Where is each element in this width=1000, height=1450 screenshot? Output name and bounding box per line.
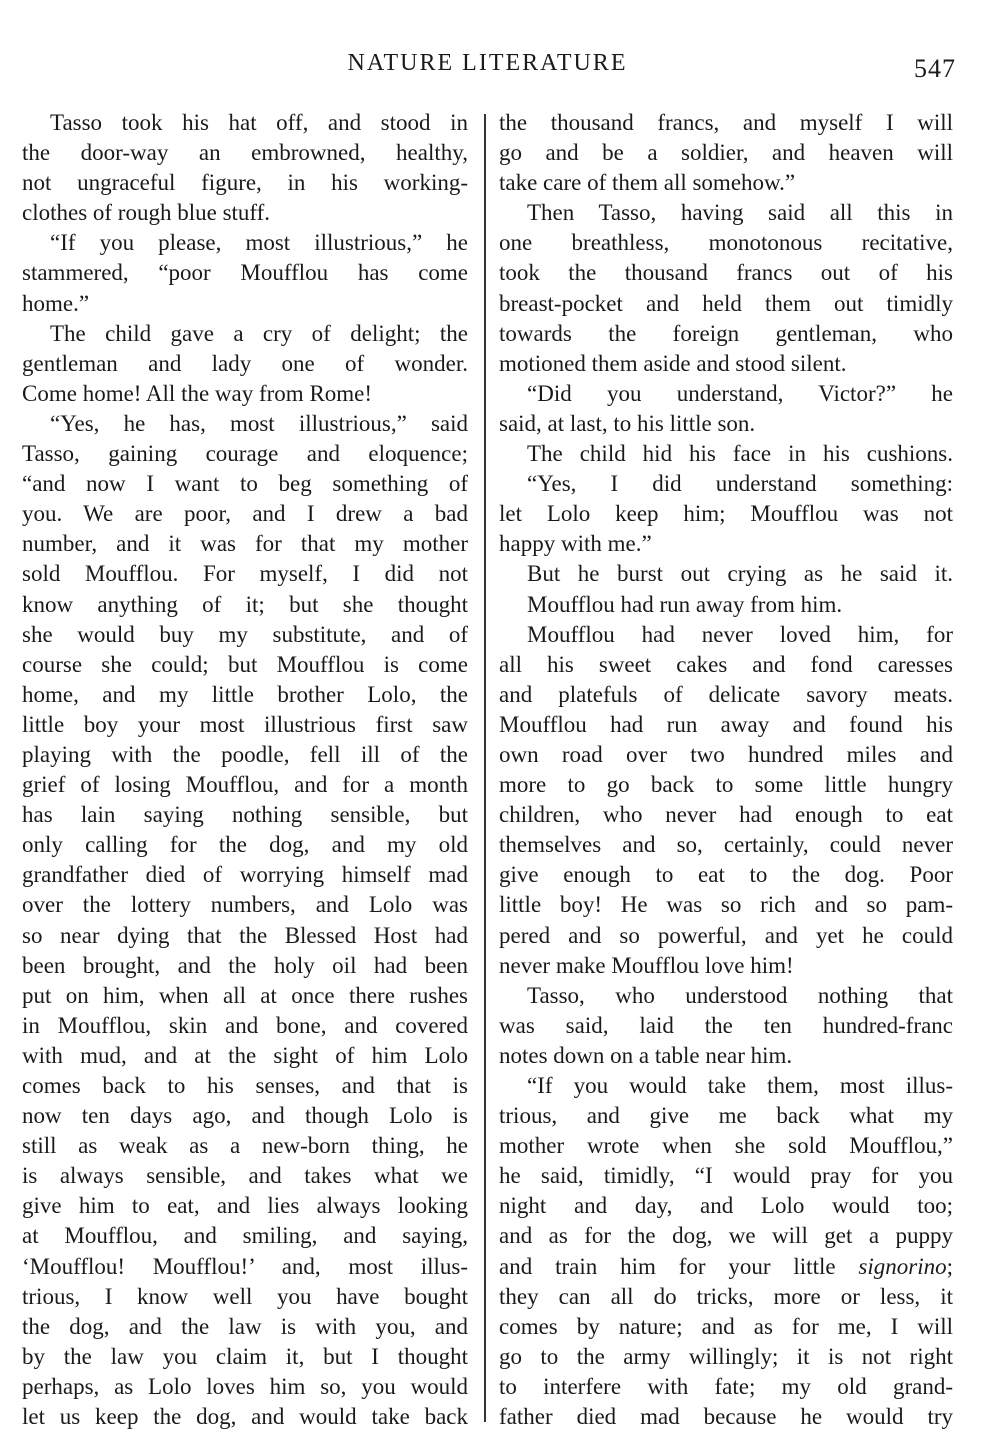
text-line: But he burst out crying as he said it.: [527, 561, 953, 587]
text-line: gentleman and lady one of wonder.: [22, 350, 468, 376]
text-line: by the law you claim it, but I thought: [22, 1343, 468, 1369]
text-line: Tasso took his hat off, and stood in: [50, 110, 468, 135]
text-line: “Yes, I did understand something:: [527, 471, 953, 497]
text-line: playing with the poodle, fell ill of the: [22, 741, 468, 767]
text-line: so near dying that the Blessed Host had: [22, 922, 468, 948]
text-line: children, who never had enough to eat: [499, 802, 953, 828]
text-line: only calling for the dog, and my old: [22, 832, 468, 858]
text-line: was said, laid the ten hundred-franc: [499, 1012, 953, 1038]
text-line: the door-way an embrowned, healthy,: [22, 140, 468, 166]
text-line: number, and it was for that my mother: [22, 531, 468, 557]
text-line: she would buy my substitute, and of: [22, 621, 468, 647]
text-line: one breathless, monotonous recitative,: [499, 230, 953, 256]
text-line: and platefuls of delicate savory meats.: [499, 681, 953, 707]
text-line: Moufflou had run away and found his: [499, 711, 953, 737]
text-line: ‘Moufflou! Moufflou!’ and, most illus-: [22, 1253, 468, 1279]
text-line: let Lolo keep him; Moufflou was not: [499, 501, 953, 527]
text-line: take care of them all somehow.”: [499, 170, 796, 196]
text-line: trious, I know well you have bought: [22, 1283, 468, 1309]
text-line: little boy your most illustrious first saw: [22, 711, 468, 737]
text-line: grandfather died of worrying himself mad: [22, 862, 468, 888]
text-line: The child gave a cry of delight; the: [50, 320, 468, 346]
text-line: “If you please, most illustrious,” he: [50, 230, 468, 256]
text-line: now ten days ago, and though Lolo is: [22, 1103, 468, 1129]
text-line: pered and so powerful, and yet he could: [499, 922, 953, 948]
text-line: Tasso, gaining courage and eloquence;: [22, 441, 468, 467]
text-line: in Moufflou, skin and bone, and covered: [22, 1012, 468, 1038]
text-line: mother wrote when she sold Moufflou,”: [499, 1133, 953, 1159]
text-line: said, at last, to his little son.: [499, 410, 756, 436]
text-line: give enough to eat to the dog. Poor: [499, 862, 953, 888]
text-line: stammered, “poor Moufflou has come: [22, 260, 468, 286]
text-line: is always sensible, and takes what we: [22, 1163, 468, 1189]
text-line: with mud, and at the sight of him Lolo: [22, 1042, 468, 1068]
text-line: motioned them aside and stood silent.: [499, 350, 847, 376]
text-line: Tasso, who understood nothing that: [527, 982, 953, 1008]
text-line: over the lottery numbers, and Lolo was: [22, 892, 468, 918]
text-line: clothes of rough blue stuff.: [22, 200, 271, 226]
text-line: happy with me.”: [499, 531, 652, 557]
text-line: not ungraceful figure, in his working-: [22, 170, 468, 196]
text-line: they can all do tricks, more or less, it: [499, 1283, 953, 1309]
text-line: go and be a soldier, and heaven will: [499, 140, 953, 166]
text-line: comes by nature; and as for me, I will: [499, 1313, 953, 1339]
page-number: 547: [914, 54, 956, 83]
text-line: night and day, and Lolo would too;: [499, 1193, 953, 1219]
text-line: towards the foreign gentleman, who: [499, 320, 953, 346]
text-line: been brought, and the holy oil had been: [22, 952, 468, 978]
text-line: still as weak as a new-born thing, he: [22, 1133, 468, 1159]
text-line: he said, timidly, “I would pray for you: [499, 1163, 953, 1189]
left-column: [22, 108, 468, 1432]
text-line: go to the army willingly; it is not right: [499, 1343, 953, 1369]
text-line: home, and my little brother Lolo, the: [22, 681, 468, 707]
text-line: has lain saying nothing sensible, but: [22, 802, 468, 828]
text-line: home.”: [22, 290, 90, 316]
text-line: sold Moufflou. For myself, I did not: [22, 561, 468, 587]
text-line: The child hid his face in his cushions.: [527, 441, 953, 467]
page-header: [0, 48, 1000, 84]
text-line: took the thousand francs out of his: [499, 260, 953, 286]
text-line: and train him for your little signorino;: [499, 1253, 953, 1279]
text-line: Moufflou had run away from him.: [527, 591, 843, 617]
text-line: Then Tasso, having said all this in: [527, 200, 953, 226]
text-line: “Did you understand, Victor?” he: [527, 380, 953, 406]
running-title: NATURE LITERATURE: [347, 50, 628, 76]
text-line: the thousand francs, and myself I will: [499, 110, 953, 135]
text-line: let us keep the dog, and would take back: [22, 1404, 468, 1430]
text-line: father died mad because he would try: [499, 1404, 953, 1430]
text-line: Come home! All the way from Rome!: [22, 380, 373, 406]
text-line: at Moufflou, and smiling, and saying,: [22, 1223, 468, 1249]
text-line: grief of losing Moufflou, and for a month: [22, 772, 468, 798]
column-divider: [484, 114, 486, 1422]
text-line: you. We are poor, and I drew a bad: [22, 501, 468, 527]
text-line: more to go back to some little hungry: [499, 772, 953, 798]
text-line: all his sweet cakes and fond caresses: [499, 651, 953, 677]
text-line: little boy! He was so rich and so pam-: [499, 892, 953, 918]
text-line: give him to eat, and lies always looking: [22, 1193, 468, 1219]
text-line: Moufflou had never loved him, for: [527, 621, 953, 647]
text-line: course she could; but Moufflou is come: [22, 651, 468, 677]
text-line: to interfere with fate; my old grand-: [499, 1373, 953, 1399]
text-line: comes back to his senses, and that is: [22, 1073, 468, 1098]
text-line: own road over two hundred miles and: [499, 741, 953, 767]
text-line: trious, and give me back what my: [499, 1103, 953, 1129]
text-line: “and now I want to beg something of: [22, 471, 468, 497]
text-line: perhaps, as Lolo loves him so, you would: [22, 1373, 468, 1399]
text-line: and as for the dog, we will get a puppy: [499, 1223, 953, 1249]
text-line: notes down on a table near him.: [499, 1042, 793, 1068]
right-column: [499, 108, 953, 1432]
text-line: know anything of it; but she thought: [22, 591, 468, 617]
text-line: never make Moufflou love him!: [499, 952, 794, 978]
text-line: breast-pocket and held them out timidly: [499, 290, 953, 316]
text-line: “Yes, he has, most illustrious,” said: [50, 410, 468, 436]
text-line: the dog, and the law is with you, and: [22, 1313, 468, 1339]
text-line: themselves and so, certainly, could never: [499, 832, 953, 858]
text-line: “If you would take them, most illus-: [527, 1073, 953, 1098]
text-line: put on him, when all at once there rushes: [22, 982, 468, 1008]
